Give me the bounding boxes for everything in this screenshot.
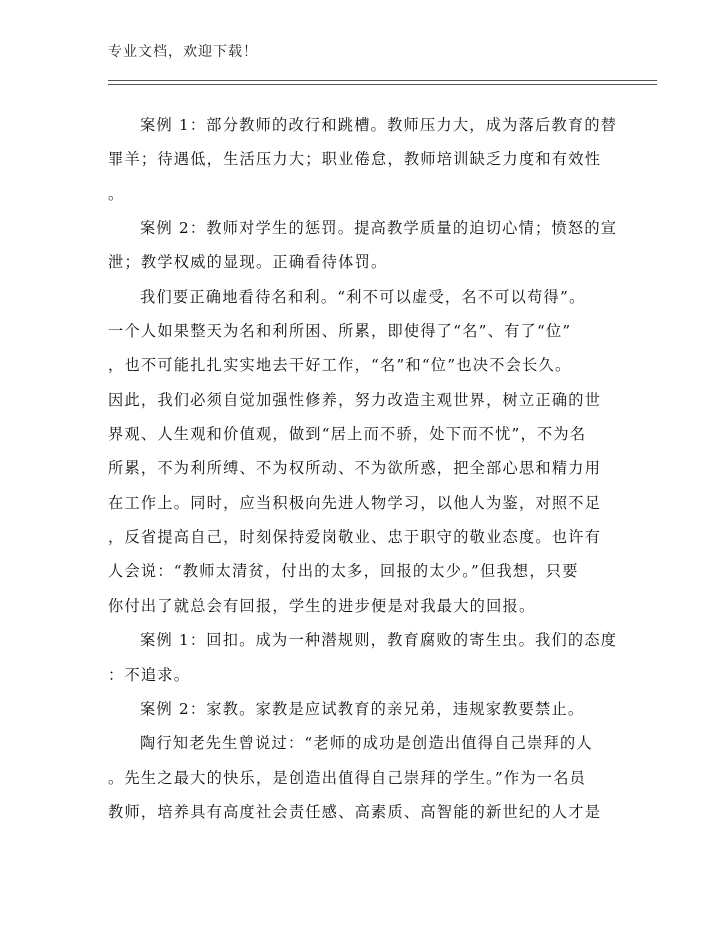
- text-line: 人会说：“教师太清贫，付出的太多，回报的太少。”但我想，只要: [108, 562, 579, 581]
- text-line: 界观、人生观和价值观，做到“居上而不骄，处下而不忧”，不为名: [108, 425, 587, 444]
- text-line: 。: [108, 184, 125, 203]
- text-line: ，也不可能扎扎实实地去干好工作，“名”和“位”也决不会长久。: [108, 356, 572, 375]
- text-line: 泄；教学权威的显现。正确看待体罚。: [108, 253, 388, 272]
- text-line: 在工作上。同时，应当积极向先进人物学习，以他人为鉴，对照不足: [108, 493, 602, 512]
- text-line: 案例 2：教师对学生的惩罚。提高教学质量的迫切心情；愤怒的宣: [140, 219, 618, 238]
- text-line: 所累，不为利所缚、不为权所动、不为欲所惑，把全部心思和精力用: [108, 459, 602, 478]
- text-line: 案例 1：回扣。成为一种潜规则，教育腐败的寄生虫。我们的态度: [140, 631, 618, 650]
- text-line: 一个人如果整天为名和利所困、所累，即使得了“名”、有了“位”: [108, 322, 572, 341]
- text-line: 陶行知老先生曾说过：“老师的成功是创造出值得自己崇拜的人: [140, 734, 593, 753]
- text-line: 。先生之最大的快乐，是创造出值得自己崇拜的学生。”作为一名员: [108, 768, 587, 787]
- text-line: 案例 2：家教。家教是应试教育的亲兄弟，违规家教要禁止。: [140, 699, 585, 718]
- text-line: 教师，培养具有高度社会责任感、高素质、高智能的新世纪的人才是: [108, 802, 602, 821]
- document-body: [108, 108, 618, 829]
- text-line: 你付出了就总会有回报，学生的进步便是对我最大的回报。: [108, 596, 536, 615]
- text-line: 罪羊；待遇低，生活压力大；职业倦怠，教师培训缺乏力度和有效性: [108, 150, 602, 169]
- text-line: 案例 1：部分教师的改行和跳槽。教师压力大，成为落后教育的替: [140, 116, 618, 134]
- text-line: 我们要正确地看待名和利。“利不可以虚受，名不可以苟得”。: [140, 287, 586, 306]
- header-rule-top: [108, 80, 657, 81]
- text-line: ：不追求。: [108, 665, 191, 684]
- text-line: ，反省提高自己，时刻保持爱岗敬业、忠于职守的敬业态度。也许有: [108, 528, 602, 547]
- header-rule-bottom: [108, 84, 657, 85]
- page-header-text: 专业文档，欢迎下载！: [108, 44, 258, 60]
- text-line: 因此，我们必须自觉加强性修养，努力改造主观世界，树立正确的世: [108, 390, 602, 409]
